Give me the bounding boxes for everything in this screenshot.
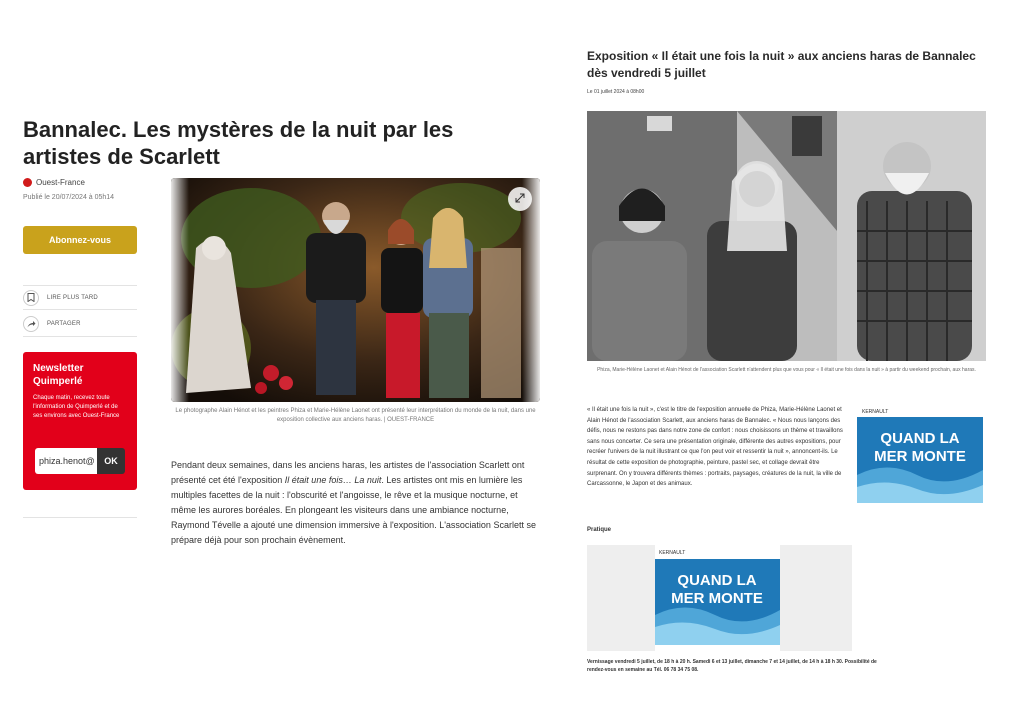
pratique-label: Pratique [587, 527, 612, 533]
newsletter-ok-button[interactable]: OK [97, 448, 125, 474]
poster-small-header: KERNAULT [862, 409, 889, 415]
article-body [171, 458, 540, 548]
second-article-body: « Il était une fois la nuit », c'est le titre de l'exposition annuelle de Phiza, Marie-Hélène Laonet et Alain Hénot de l'association Scarlett, aux anciens haras de Bannalec. « Nous nous lançons des défis, nous ne restons pas dans notre zone de confort : nous choisissons un thème et travaillons sans nous concerter. Ce sera une présentation originale, différente des autres expositions, pour recréer l'univers de la nuit illustrant ce que l'on peut voir et ressentir la nuit », annoncent-ils. Le résultat de cette exposition de photographie, peinture, pastel sec, et collage devrait être surprenant. On y trouvera différents thèmes : portraits, paysages, créatures de la nuit, la ville de Carcassonne, le Japon et des animaux. [587, 407, 843, 488]
publication-date: Publié le 20/07/2024 à 05h14 [23, 194, 115, 201]
practical-info: Vernissage vendredi 5 juillet, de 18 h à 20 h. Samedi 6 et 13 juillet, dimanche 7 et 14 juillet, de 14 h à 18 h 30. Possibilité de rendez-vous en semaine au Tél. 06 78 34 75 08. [587, 659, 877, 673]
article-body-part2: . Les artistes ont mis en lumière les multiples facettes de la nuit : l'obscurité et l'angoisse, le rêve et la musique nocturne, et même les aurores boréales. En plongeant les visiteurs dans une ambiance nocturne, Raymond Tévelle a ajouté une dimension immersive à l'exposition. L'association Scarlett se prépare déjà pour son prochain évènement. [171, 475, 536, 545]
share-label: PARTAGER [47, 321, 81, 327]
article-title: Bannalec. Les mystères de la nuit par les artistes de Scarlett [23, 117, 454, 169]
exhibition-poster-small [857, 405, 983, 511]
second-article-date: Le 01 juillet 2024 à 08h00 [587, 89, 645, 95]
article-body-part1: Pendant deux semaines, dans les anciens haras, les artistes de l'association Scarlett ont présenté cet été l'exposition [171, 460, 525, 485]
exhibition-poster-large [587, 545, 852, 651]
photo-caption: Le photographe Alain Hénot et les peintres Phiza et Marie-Hélène Laonet ont présenté leur interprétation du monde de la nuit, dans une exposition collective aux anciens haras. | OUEST-FRANCE [175, 408, 536, 423]
share-arrow-icon [23, 316, 39, 332]
source-name[interactable]: Ouest-France [36, 178, 85, 187]
second-article-title: Exposition « Il était une fois la nuit » aux anciens haras de Bannalec dès vendredi 5 juillet [587, 49, 976, 80]
sidebar-divider [23, 517, 137, 518]
article-photo[interactable] [171, 178, 540, 402]
poster-small-title-1: QUAND LA [880, 430, 960, 447]
share-button[interactable] [23, 312, 137, 337]
read-later-label: LIRE PLUS TARD [47, 294, 98, 301]
source-row [23, 178, 85, 187]
ouest-france-logo-icon [23, 178, 32, 187]
newsletter-email-field[interactable]: phiza.henot@ [35, 448, 97, 474]
expand-photo-button[interactable] [508, 187, 532, 211]
newsletter-title: Newsletter Quimperlé [33, 363, 84, 387]
newsletter-description: Chaque matin, recevez toute l'information de Quimperlé et de ses environs avec Ouest-France [33, 395, 120, 419]
poster-small-title-2: MER MONTE [874, 448, 966, 465]
newsletter-form [35, 448, 125, 474]
exhibition-title-italic: Il était une fois… La nuit [284, 475, 382, 485]
expand-icon [515, 193, 525, 206]
newsletter-box [23, 352, 137, 490]
poster-large-header: KERNAULT [659, 550, 686, 556]
second-article-photo [587, 111, 986, 361]
poster-large-title-2: MER MONTE [671, 590, 763, 607]
bookmark-icon [23, 290, 39, 306]
read-later-button[interactable] [23, 285, 137, 310]
second-photo-caption: Phiza, Marie-Hélène Laonet et Alain Hénot de l'association Scarlett n'attendent plus que vous pour « Il était une fois dans la nuit » à partir du weekend prochain, aux haras. [597, 367, 976, 373]
poster-large-title-1: QUAND LA [677, 572, 757, 589]
subscribe-button[interactable]: Abonnez-vous [23, 226, 137, 254]
